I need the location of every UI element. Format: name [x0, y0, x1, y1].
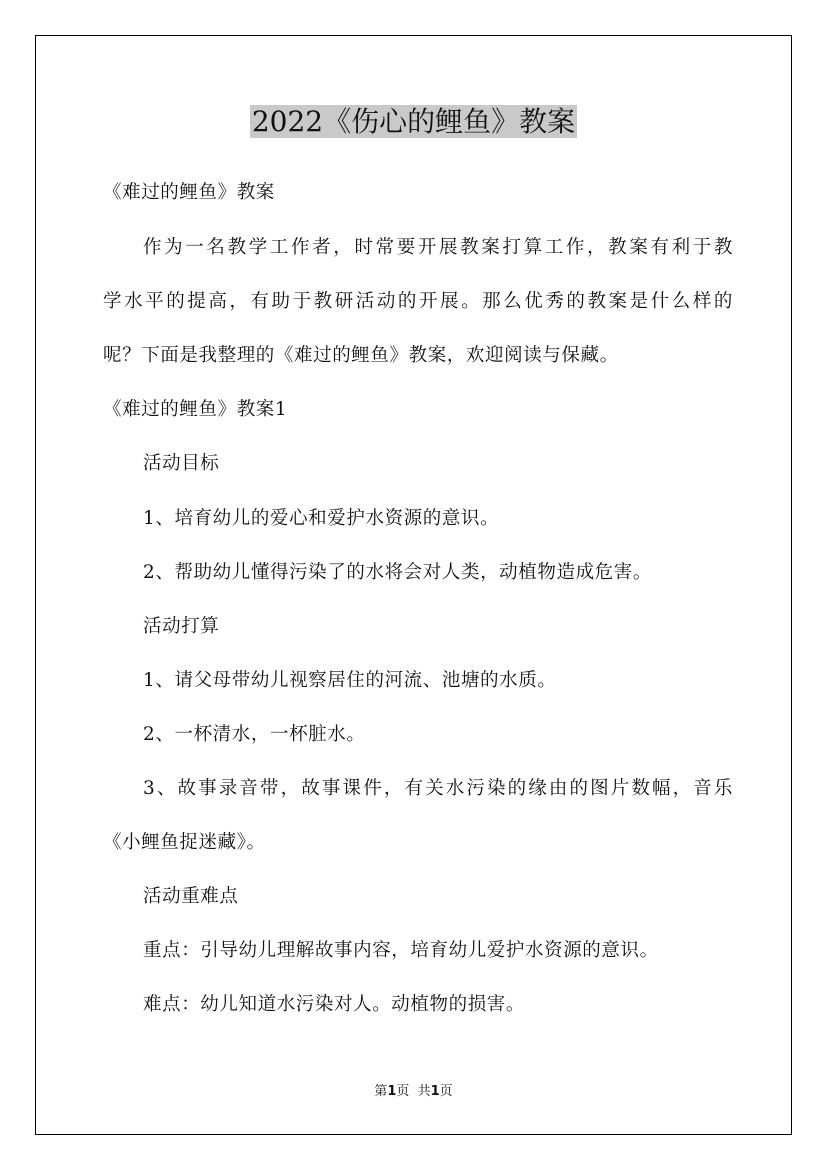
key-point-line: 重点：引导幼儿理解故事内容，培育幼儿爱护水资源的意识。 — [143, 940, 659, 961]
paragraph-line: 呢？下面是我整理的《难过的鲤鱼》教案，欢迎阅读与保藏。 — [103, 345, 619, 366]
list-item: 2、一杯清水，一杯脏水。 — [143, 724, 366, 745]
list-item: 3、故事录音带，故事课件，有关水污染的缘由的图片数幅，音乐 — [143, 778, 733, 799]
title-text: 2022《伤心的鲤鱼》教案 — [251, 105, 576, 138]
footer-total-pages: 1 — [430, 1084, 440, 1099]
footer-prefix: 第 — [374, 1084, 388, 1099]
section-heading: 活动目标 — [143, 453, 220, 474]
list-item: 1、培育幼儿的爱心和爱护水资源的意识。 — [143, 508, 500, 529]
list-item-continuation: 《小鲤鱼捉迷藏》。 — [103, 832, 266, 853]
paragraph-line: 作为一名教学工作者，时常要开展教案打算工作，教案有利于教 — [143, 237, 733, 258]
list-item: 2、帮助幼儿懂得污染了的水将会对人类，动植物造成危害。 — [143, 562, 652, 583]
subtitle-line: 《难过的鲤鱼》教案 — [103, 182, 275, 203]
section-heading: 活动打算 — [143, 616, 220, 637]
section-heading: 《难过的鲤鱼》教案1 — [103, 399, 288, 420]
section-heading: 活动重难点 — [143, 886, 239, 907]
list-item: 1、请父母带幼儿视察居住的河流、池塘的水质。 — [143, 670, 557, 691]
difficulty-line: 难点：幼儿知道水污染对人。动植物的损害。 — [143, 994, 526, 1015]
paragraph-line: 学水平的提高，有助于教研活动的开展。那么优秀的教案是什么样的 — [103, 291, 733, 312]
page-footer — [0, 1083, 827, 1101]
footer-middle: 页 共 — [396, 1084, 431, 1099]
footer-suffix: 页 — [439, 1084, 453, 1099]
footer-page-number: 1 — [387, 1084, 397, 1099]
document-title — [0, 102, 827, 142]
